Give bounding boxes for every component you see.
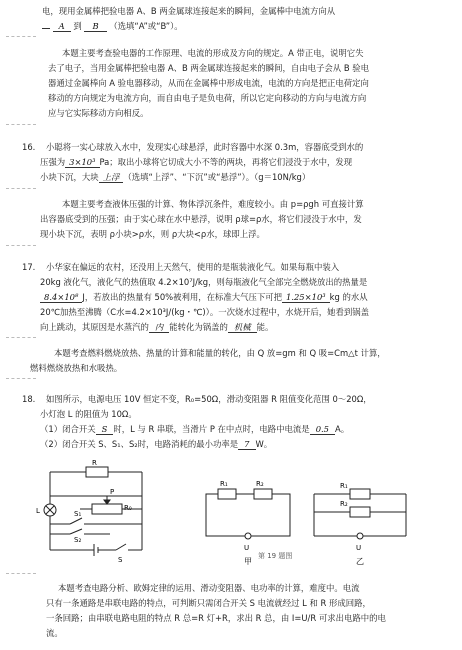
text: J，若放出的热量有 50%被利用，在标准大气压下可把 bbox=[82, 292, 282, 302]
explanation-line: 移动的方向规定为电流方向，而自由电子是负电荷，所以它定向移动的方向与电流方向 bbox=[48, 93, 367, 103]
text: 时，L 与 R 串联，当滑片 P 在中点时，电路中电流是 bbox=[113, 424, 310, 434]
text: kg 的水从 bbox=[329, 292, 368, 302]
handwritten-answer: A bbox=[53, 21, 71, 32]
handwritten-answer: 7 bbox=[238, 439, 255, 450]
text: 小块下沉，大块 bbox=[40, 172, 99, 182]
text: A。 bbox=[335, 424, 350, 434]
circuit-diagram-yi bbox=[300, 480, 420, 570]
separator bbox=[6, 337, 36, 338]
explanation-line: 本题主要考查验电器的工作原理、电流的形成及方向的规定。A 带正电，说明它失 bbox=[62, 48, 364, 58]
separator bbox=[6, 573, 36, 574]
explanation-line: 只有一条通路是串联电路的特点，可判断只需闭合开关 S 电流就经过 L 和 R 形成回路， bbox=[46, 598, 371, 608]
resistor-r1 bbox=[350, 489, 370, 499]
handwritten-answer: B bbox=[84, 21, 106, 32]
explanation-line: 本题主要考查液体压强的计算、物体浮沉条件，难度较小。由 p=ρgh 可直接计算 bbox=[62, 199, 364, 209]
explanation-line: 应与它实际移动方向相反。 bbox=[48, 108, 149, 118]
explanation-line: 现小块下沉，表明 ρ小块>ρ水，则 ρ大块<ρ水，球即上浮。 bbox=[40, 229, 265, 239]
text: （选填“A”或“B”）。 bbox=[109, 21, 183, 31]
resistor-r1 bbox=[218, 489, 236, 499]
explanation-line: 流。 bbox=[46, 628, 63, 638]
text-line: 电，现用金属棒把验电器 A、B 两金属球连接起来的瞬间，金属棒中电流方向从 bbox=[42, 6, 336, 16]
separator bbox=[6, 245, 36, 246]
question-line: 小灯泡 L 的阻值为 10Ω。 bbox=[40, 409, 137, 419]
explanation-line: 器通过金属棒向 A 验电器移动，从而在金属棒中形成电流，电流的方向是把正电荷定向 bbox=[48, 78, 369, 88]
text: 压强为 bbox=[40, 157, 66, 167]
label-r1: R₁ bbox=[340, 482, 348, 490]
text: 向上跳动，其原因是水蒸汽的 bbox=[40, 322, 149, 332]
handwritten-answer: 内 bbox=[149, 322, 169, 333]
blank bbox=[42, 28, 50, 29]
handwritten-answer: 上浮 bbox=[99, 172, 124, 183]
label-r2: R₂ bbox=[340, 500, 348, 508]
answer-line bbox=[42, 21, 183, 32]
label-r0: R₀ bbox=[124, 504, 132, 512]
text: 能。 bbox=[256, 322, 274, 332]
label-p: P bbox=[110, 488, 115, 496]
label-s2: S₂ bbox=[74, 536, 82, 544]
question-line bbox=[40, 439, 272, 450]
separator bbox=[6, 36, 36, 37]
resistor-r2 bbox=[254, 489, 272, 499]
resistor-r2 bbox=[350, 507, 370, 517]
question-number: 16. bbox=[22, 142, 36, 152]
label-r1: R₁ bbox=[220, 480, 228, 488]
text: W。 bbox=[255, 439, 273, 449]
label-jia: 甲 bbox=[244, 557, 252, 566]
handwritten-answer: S bbox=[96, 424, 114, 435]
resistor-r bbox=[86, 467, 108, 477]
question-number: 17. bbox=[22, 262, 36, 272]
handwritten-answer: 3×10³ bbox=[65, 157, 99, 168]
question-line: 20℃加热至沸腾（C水=4.2×10³J/(kg・℃)）。一次烧水过程中，水烧开后，她看到锅盖 bbox=[40, 307, 369, 317]
text: （1）闭合开关 bbox=[40, 424, 96, 434]
separator bbox=[6, 188, 36, 189]
text: （2）闭合开关 S、S₁、S₂时，电路消耗的最小功率是 bbox=[40, 439, 239, 449]
figure-caption: 第 19 题图 bbox=[258, 552, 293, 560]
text: （选填“上浮”、“下沉”或“悬浮”）。（g＝10N/kg） bbox=[123, 172, 311, 182]
label-r: R bbox=[92, 459, 97, 467]
text: 到 bbox=[73, 21, 82, 31]
text: 能转化为锅盖的 bbox=[169, 322, 228, 332]
label-l: L bbox=[36, 507, 40, 515]
explanation-line: 出容器底受到的压强；由于实心球在水中悬浮，说明 ρ球=ρ水，将它们浸没于水中，发 bbox=[40, 214, 362, 224]
explanation-line: 本题考查电路分析、欧姆定律的运用、滑动变阻器、电功率的计算，难度中。电流 bbox=[58, 583, 360, 593]
question-line: 小华家在偏远的农村，还没用上天然气，使用的是瓶装液化气。如果每瓶中装入 bbox=[46, 262, 340, 272]
question-line bbox=[40, 292, 368, 303]
circuit-diagram-left bbox=[30, 458, 160, 568]
explanation-line: 去了电子，当用金属棒把验电器 A、B 两金属球连接起来的瞬间，自由电子会从 B 验电 bbox=[48, 63, 369, 73]
question-line bbox=[40, 322, 273, 333]
question-line bbox=[40, 157, 352, 168]
explanation-line: 一条回路；由串联电路电阻的特点 R 总=R 灯+R，求出 R 总，由 I=U/R 可求出电路中的电 bbox=[46, 613, 386, 623]
label-r2: R₂ bbox=[256, 480, 264, 488]
label-yi: 乙 bbox=[356, 557, 364, 566]
label-s1: S₁ bbox=[74, 510, 82, 518]
question-line: 如图所示，电源电压 10V 恒定不变，R₀=50Ω，滑动变阻器 R 阻值变化范围 0～20Ω， bbox=[46, 394, 372, 404]
handwritten-answer: 1.25×10³ bbox=[282, 292, 330, 303]
explanation-line: 本题考查燃料燃烧放热、热量的计算和能量的转化，由 Q 放=gm 和 Q 吸=Cm△t 计算， bbox=[54, 348, 386, 358]
label-u: U bbox=[356, 544, 362, 552]
text: Pa；取出小球将它切成大小不等的两块，再将它们浸没于水中，发现 bbox=[99, 157, 353, 167]
label-s: S bbox=[118, 556, 123, 564]
question-line bbox=[40, 424, 349, 435]
question-number: 18. bbox=[22, 394, 36, 404]
question-line bbox=[40, 172, 310, 183]
question-line: 20kg 液化气，液化气的热值取 4.2×10⁷J/kg，则每瓶液化气全部完全燃烧放出的热量是 bbox=[40, 277, 368, 287]
explanation-line: 燃料燃烧放热和水吸热。 bbox=[30, 363, 123, 373]
handwritten-answer: 机械 bbox=[228, 322, 257, 333]
label-u: U bbox=[244, 544, 250, 552]
handwritten-answer: 8.4×10⁸ bbox=[40, 292, 82, 303]
separator bbox=[6, 124, 36, 125]
question-line: 小聪将一实心球放入水中，发现实心球悬浮，此时容器中水深 0.3m，容器底受到水的 bbox=[46, 142, 364, 152]
resistor-r0 bbox=[92, 504, 122, 514]
separator bbox=[6, 378, 36, 379]
handwritten-answer: 0.5 bbox=[310, 424, 335, 435]
